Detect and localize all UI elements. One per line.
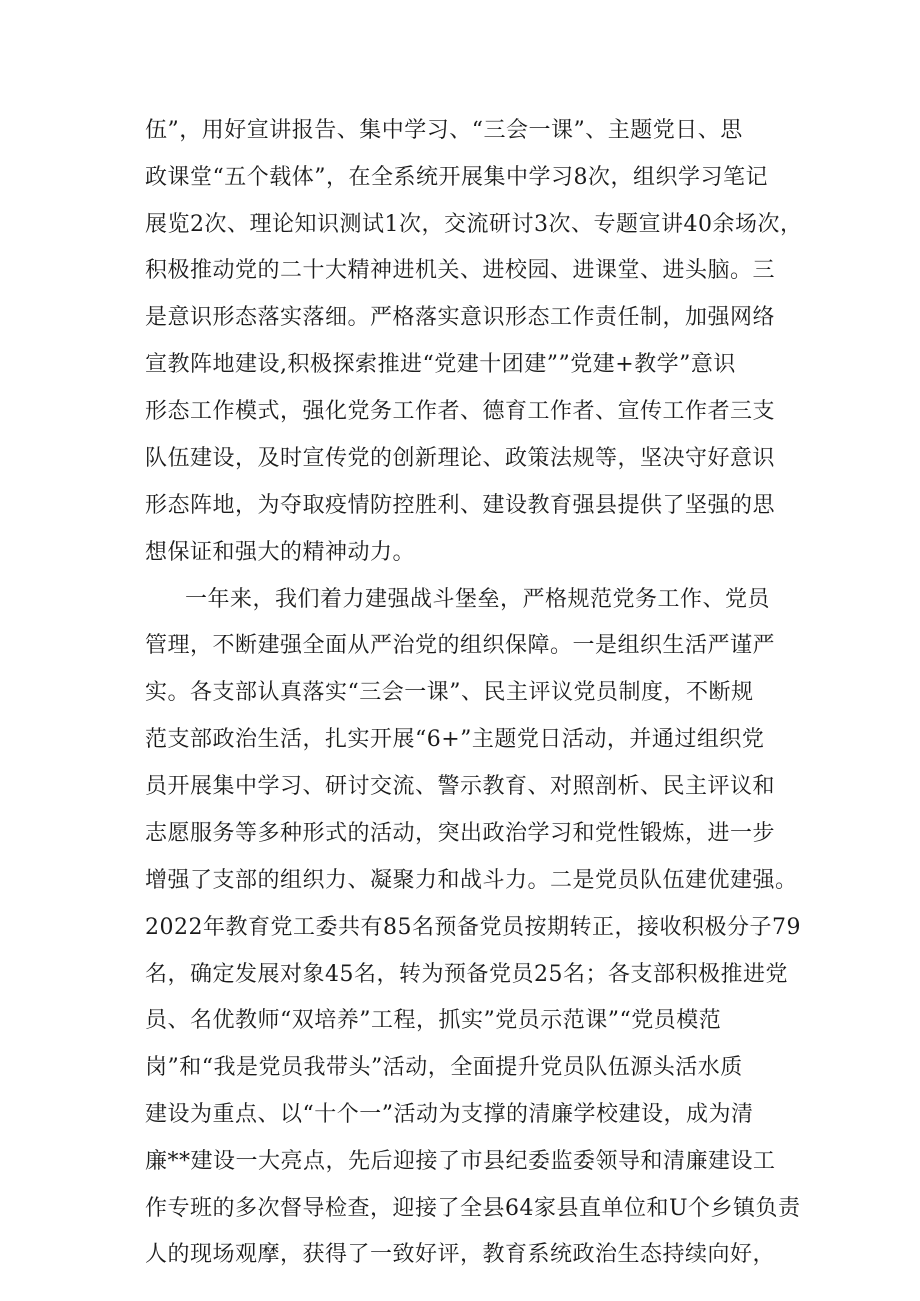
- text-line: 人的现场观摩，获得了一致好评，教育系统政治生态持续向好，: [145, 1242, 776, 1267]
- text-line: 增强了支部的组织力、凝聚力和战斗力。二是党员队伍建优建强。: [145, 868, 798, 893]
- text-line: 岗”和“我是党员我带头”活动，全面提升党员队伍源头活水质: [145, 1055, 743, 1080]
- text-line: 名，确定发展对象45名，转为预备党员25名；各支部积极推进党: [145, 962, 788, 987]
- text-line: 范支部政治生活，扎实开展“6+”主题党日活动，并通过组织党: [145, 727, 765, 752]
- text-line: 宣教阵地建设,积极探索推进“党建十团建””党建+教学”意识: [145, 352, 736, 377]
- text-line: 员、名优教师“双培养”工程，抓实”党员示范课”“党员模范: [145, 1008, 722, 1033]
- text-line: 作专班的多次督导检查，迎接了全县64家县直单位和U个乡镇负责: [145, 1196, 801, 1221]
- text-line: 志愿服务等多种形式的活动，突出政治学习和党性锻炼，进一步: [145, 821, 776, 846]
- text-line: 政课堂“五个载体”，在全系统开展集中学习8次，组织学习笔记: [145, 165, 768, 190]
- text-line: 实。各支部认真落实“三会一课”、民主评议党员制度，不断规: [145, 680, 754, 705]
- text-line: 是意识形态落实落细。严格落实意识形态工作责任制，加强网络: [145, 305, 776, 330]
- text-line: 管理，不断建强全面从严治党的组织保障。一是组织生活严谨严: [145, 633, 776, 658]
- text-line: 形态阵地，为夺取疫情防控胜利、建设教育强县提供了坚强的思: [145, 493, 776, 518]
- text-line: 积极推动党的二十大精神进机关、进校园、进课堂、进头脑。三: [145, 258, 776, 283]
- text-line: 展览2次、理论知识测试1次，交流研讨3次、专题宣讲40余场次，: [145, 212, 803, 237]
- text-line: 形态工作模式，强化党务工作者、德育工作者、宣传工作者三支: [145, 399, 776, 424]
- text-line: 建设为重点、以“十个一”活动为支撑的清廉学校建设，成为清: [145, 1102, 754, 1127]
- text-line: 队伍建设，及时宣传党的创新理论、政策法规等，坚决守好意识: [145, 446, 776, 471]
- text-line: 想保证和强大的精神动力。: [145, 540, 416, 565]
- paragraph-first-line: 一年来，我们着力建强战斗堡垒，严格规范党务工作、党员: [185, 587, 771, 612]
- text-line: 员开展集中学习、研讨交流、警示教育、对照剖析、民主评议和: [145, 774, 776, 799]
- text-line: 伍”，用好宣讲报告、集中学习、“三会一课”、主题党日、思: [145, 118, 743, 143]
- text-line: 2022年教育党工委共有85名预备党员按期转正，接收积极分子79: [145, 915, 801, 940]
- text-line: 廉**建设一大亮点，先后迎接了市县纪委监委领导和清廉建设工: [145, 1149, 776, 1174]
